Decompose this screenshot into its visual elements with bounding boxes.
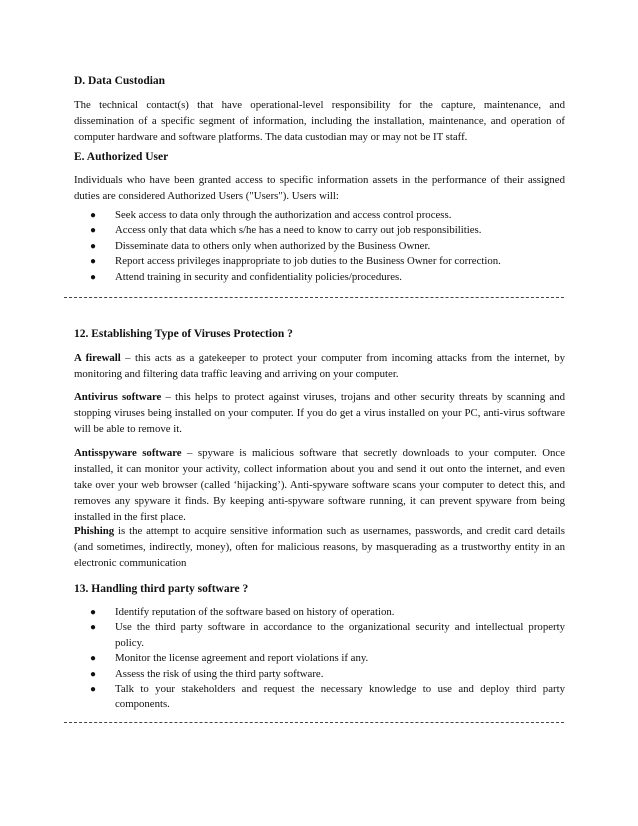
section-d-body: The technical contact(s) that have operational-level responsibility for the capture, maintenance, and dissemination of a specific segment of information, including the installation, maintenance, and operation of computer hardware and software platforms. The data custodian may or may not be IT staff. [74, 99, 565, 143]
bullet-icon: ● [90, 607, 97, 618]
list-item: ● Seek access to data only through the authorization and access control process. [74, 208, 565, 223]
list-item: ● Disseminate data to others only when authorized by the Business Owner. [74, 239, 565, 254]
dashed-divider [64, 722, 564, 723]
bullet-icon: ● [90, 684, 97, 696]
section-e-body: Individuals who have been granted access to specific information assets in the performance of their assigned duties are considered Authorized Users ("Users"). Users will: [74, 174, 565, 202]
authorized-user-duties-list [74, 208, 565, 285]
bullet-icon: ● [90, 240, 97, 252]
phishing-term: Phishing [74, 525, 115, 537]
bullet-icon: ● [90, 210, 97, 221]
antispyware-term: Antisspyware software [74, 447, 182, 459]
bullet-icon: ● [90, 668, 97, 680]
list-item: ● Attend training in security and confidentiality policies/procedures. [74, 270, 565, 285]
list-item: ● Identify reputation of the software based on history of operation. [74, 605, 565, 620]
third-party-software-list [74, 605, 565, 713]
antispyware-paragraph: Antisspyware software – spyware is malicious software that secretly downloads to your computer. Once installed, it can monitor your activity, collect information about you and send it out onto the internet, and even take over your web browser (called ‘hijacking’). Anti-spyware software scans your computer to detect this, and removes any spyware it finds. By keeping anti-spyware software running, it can prevent spyware from being installed in the first place. [74, 447, 565, 523]
antivirus-paragraph: Antivirus software – this helps to protect against viruses, trojans and other security threats by scanning and stopping viruses being installed on your computer. If you do get a virus installed on your PC, anti-virus software will be able to remove it. [74, 391, 565, 435]
list-item: ● Use the third party software in accordance to the organizational security and intellectual property policy. [90, 621, 565, 649]
section-12-heading: 12. Establishing Type of Viruses Protection ? [74, 328, 293, 340]
dashed-divider [64, 297, 564, 298]
bullet-icon: ● [90, 256, 97, 268]
section-13-heading: 13. Handling third party software ? [74, 583, 249, 595]
section-e-heading: E. Authorized User [74, 151, 169, 163]
bullet-icon: ● [90, 653, 97, 665]
list-item: ● Assess the risk of using the third party software. [74, 667, 565, 682]
bullet-icon: ● [90, 622, 97, 634]
firewall-paragraph: A firewall – this acts as a gatekeeper to protect your computer from incoming attacks from the internet, by monitoring and filtering data traffic leaving and arriving on your computer. [74, 352, 565, 380]
bullet-icon: ● [90, 225, 97, 237]
list-item: ● Access only that data which s/he has a need to know to carry out job responsibilities. [74, 223, 565, 238]
bullet-icon: ● [90, 271, 97, 283]
section-d-heading: D. Data Custodian [74, 75, 166, 87]
firewall-term: A firewall [74, 352, 121, 364]
antivirus-term: Antivirus software [74, 391, 162, 403]
phishing-paragraph: Phishing is the attempt to acquire sensitive information such as usernames, passwords, and credit card details (and sometimes, indirectly, money), often for malicious reasons, by masquerading as a trustworthy entity in an electronic communication [74, 525, 565, 569]
list-item: ● Talk to your stakeholders and request the necessary knowledge to use and deploy third party components. [90, 683, 565, 711]
list-item: ● Report access privileges inappropriate to job duties to the Business Owner for correction. [74, 254, 565, 269]
list-item: ● Monitor the license agreement and report violations if any. [74, 651, 565, 666]
